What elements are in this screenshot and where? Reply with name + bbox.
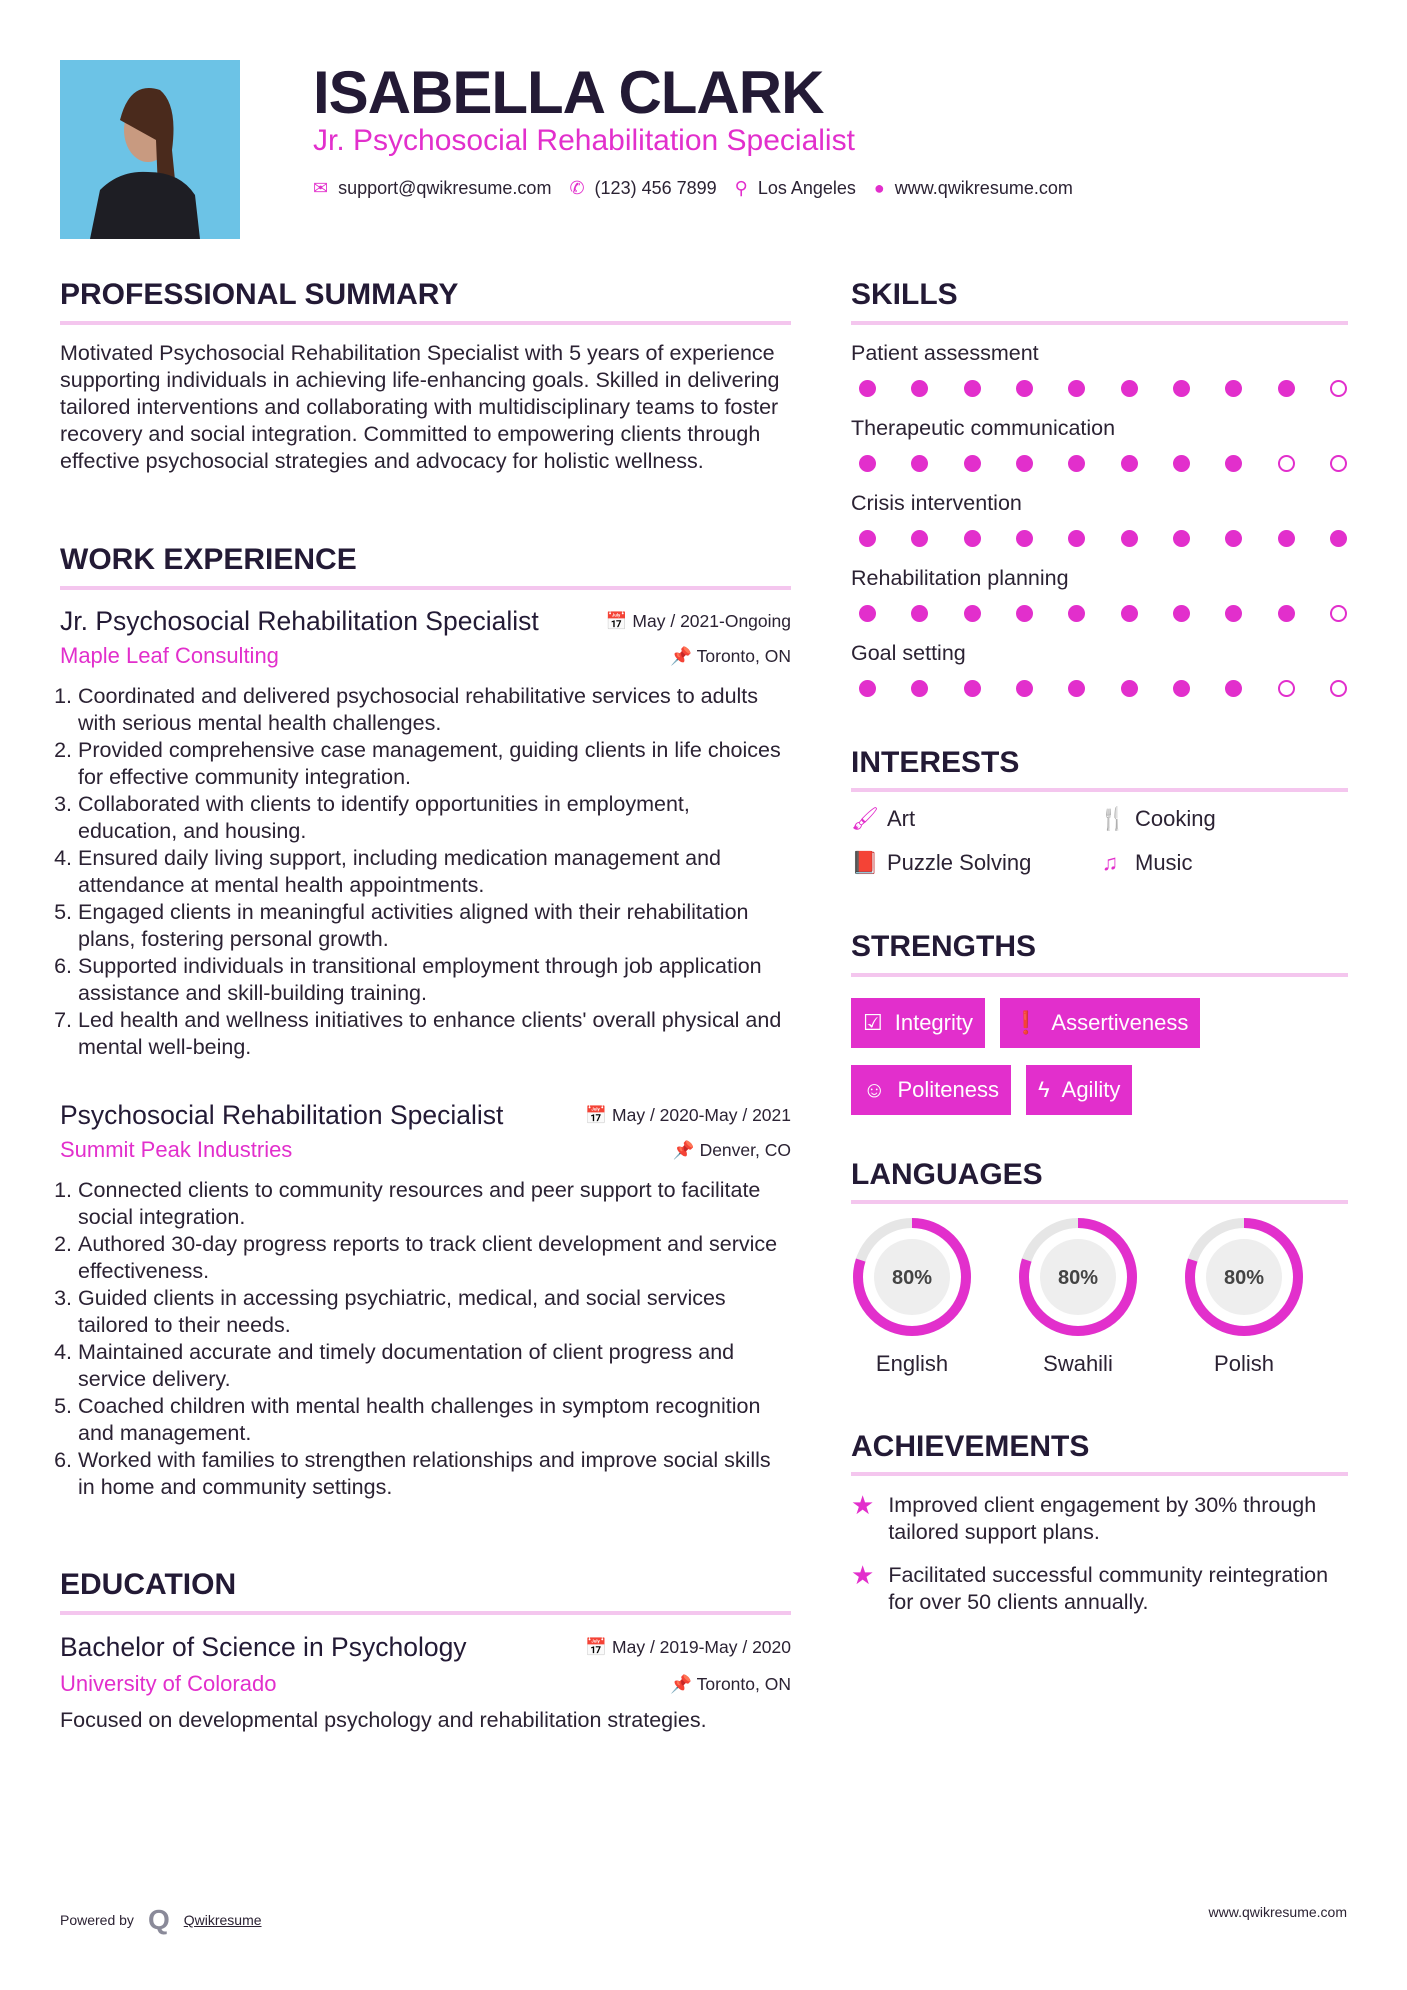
interest-label: Puzzle Solving: [887, 850, 1032, 875]
rating-dot-filled: [1068, 455, 1085, 472]
rating-dot-filled: [1121, 530, 1138, 547]
bolt-icon: ϟ: [1037, 1077, 1050, 1102]
strength-chip: [1000, 998, 1200, 1048]
rating-dot-filled: [859, 605, 876, 622]
job-location: [670, 646, 791, 667]
rating-dot-filled: [1173, 680, 1190, 697]
interests-heading: INTERESTS: [851, 746, 1020, 779]
skill-rating: [859, 605, 1347, 622]
candidate-title: Jr. Psychosocial Rehabilitation Specialist: [313, 124, 855, 157]
education-description: Focused on developmental psychology and rehabilitation strategies.: [60, 1708, 707, 1732]
skills-list: [851, 341, 1348, 716]
strength-label: Agility: [1061, 1077, 1121, 1102]
divider: [60, 1611, 791, 1615]
job-title: Psychosocial Rehabilitation Specialist: [60, 1100, 504, 1130]
skill-rating: [859, 380, 1347, 397]
achievements-list: [851, 1492, 1348, 1616]
strength-chip: [851, 1065, 1011, 1115]
education-heading: EDUCATION: [60, 1568, 237, 1601]
qwikresume-logo-icon: Q: [147, 1904, 170, 1935]
language-ring: [1183, 1216, 1305, 1338]
calendar-icon: 📅: [605, 611, 633, 631]
check-square-icon: ☑: [863, 1010, 883, 1035]
job-dates: [606, 611, 791, 632]
language-percent: 80%: [891, 1267, 933, 1289]
bullet: 5. Coached children with mental health challenges in symptom recognition and management.: [78, 1393, 791, 1447]
pin-icon: 📌: [670, 645, 697, 666]
bullet: 3. Guided clients in accessing psychiatric, medical, and social services tailored to their needs.: [78, 1285, 791, 1339]
rating-dot-filled: [859, 380, 876, 397]
achievement-text: Facilitated successful community reintegration for over 50 clients annually.: [888, 1563, 1329, 1614]
shooting-star-icon: ★: [851, 1560, 875, 1590]
bullet: 3. Collaborated with clients to identify opportunities in employment, education, and housing.: [78, 791, 791, 845]
interest-label: Art: [887, 806, 916, 831]
rating-dot-filled: [1225, 605, 1242, 622]
rating-dot-filled: [859, 530, 876, 547]
rating-dot-filled: [1068, 530, 1085, 547]
phone-icon: ✆: [569, 178, 585, 198]
location-text: Los Angeles: [757, 178, 856, 198]
interest-item: [851, 850, 1099, 876]
rating-dot-filled: [1225, 680, 1242, 697]
skill-name: Goal setting: [851, 641, 966, 665]
rating-dot-empty: [1278, 455, 1295, 472]
bullet: 6. Supported individuals in transitional employment through job application assistance and skill-building training.: [78, 953, 791, 1007]
skill-item: [851, 641, 1348, 716]
candidate-name: ISABELLA CLARK: [313, 59, 824, 126]
strengths-heading: STRENGTHS: [851, 930, 1037, 963]
skill-rating: [859, 680, 1347, 697]
achievements-heading: ACHIEVEMENTS: [851, 1430, 1090, 1463]
interests-list: [851, 806, 1348, 876]
rating-dot-filled: [1173, 605, 1190, 622]
strengths-list: [851, 998, 1348, 1115]
calendar-icon: 📅: [585, 1637, 613, 1657]
rating-dot-filled: [1016, 530, 1033, 547]
achievement-item: [851, 1492, 1348, 1546]
rating-dot-filled: [1121, 455, 1138, 472]
rating-dot-filled: [964, 530, 981, 547]
rating-dot-filled: [1225, 455, 1242, 472]
rating-dot-filled: [1278, 530, 1295, 547]
rating-dot-filled: [1068, 380, 1085, 397]
language-percent: 80%: [1057, 1267, 1099, 1289]
strength-label: Politeness: [897, 1077, 999, 1102]
website-link[interactable]: www.qwikresume.com: [894, 178, 1073, 198]
rating-dot-empty: [1330, 380, 1347, 397]
paintbrush-icon: 🖌: [851, 806, 879, 831]
skill-name: Rehabilitation planning: [851, 566, 1069, 590]
summary-heading: PROFESSIONAL SUMMARY: [60, 278, 459, 311]
strength-chip: [1026, 1065, 1132, 1115]
achievement-text: Improved client engagement by 30% through tailored support plans.: [888, 1493, 1317, 1544]
phone-text: (123) 456 7899: [594, 178, 717, 198]
skill-item: [851, 491, 1348, 566]
rating-dot-filled: [911, 680, 928, 697]
rating-dot-filled: [1121, 680, 1138, 697]
interest-item: [851, 806, 1099, 832]
bullet: 5. Engaged clients in meaningful activities aligned with their rehabilitation plans, fostering personal growth.: [78, 899, 791, 953]
rating-dot-filled: [859, 680, 876, 697]
rating-dot-filled: [1173, 380, 1190, 397]
divider: [851, 321, 1348, 325]
degree: Bachelor of Science in Psychology: [60, 1632, 467, 1662]
rating-dot-filled: [911, 455, 928, 472]
rating-dot-filled: [1225, 530, 1242, 547]
brand-link[interactable]: Qwikresume: [183, 1912, 262, 1928]
divider: [60, 586, 791, 590]
calendar-icon: 📅: [585, 1105, 613, 1125]
interest-label: Music: [1135, 850, 1193, 875]
job-location-text: Toronto, ON: [696, 645, 791, 666]
strength-label: Assertiveness: [1051, 1010, 1189, 1035]
job-dates-text: May / 2020-May / 2021: [612, 1105, 791, 1125]
bullet: 4. Maintained accurate and timely documentation of client progress and service delivery.: [78, 1339, 791, 1393]
job-location: [673, 1140, 791, 1161]
job-dates: [585, 1105, 791, 1126]
rating-dot-filled: [911, 530, 928, 547]
pin-icon: 📌: [672, 1139, 700, 1160]
rating-dot-filled: [1225, 380, 1242, 397]
rating-dot-filled: [911, 380, 928, 397]
skill-name: Patient assessment: [851, 341, 1039, 365]
language-ring: [851, 1216, 973, 1338]
company-name: Summit Peak Industries: [60, 1137, 293, 1162]
job-bullets: [60, 1177, 791, 1501]
rating-dot-filled: [964, 680, 981, 697]
experience-heading: WORK EXPERIENCE: [60, 543, 357, 576]
language-name: English: [875, 1351, 949, 1376]
contact-bar: [313, 178, 1073, 199]
profile-photo: [60, 60, 240, 239]
rating-dot-filled: [1121, 605, 1138, 622]
job-entry: [60, 606, 791, 1061]
envelope-icon: ✉: [313, 178, 329, 198]
rating-dot-filled: [1068, 680, 1085, 697]
company-name: Maple Leaf Consulting: [60, 643, 279, 668]
bullet: 1. Coordinated and delivered psychosocial rehabilitative services to adults with serious mental health challenges.: [78, 683, 791, 737]
language-name: Polish: [1214, 1351, 1274, 1376]
rating-dot-empty: [1330, 605, 1347, 622]
summary-text: Motivated Psychosocial Rehabilitation Specialist with 5 years of experience supporting individuals in achieving life-enhancing goals. Skilled in delivering tailored interventions and collaborating with multidisciplinary teams to foster recovery and social integration. Committed to empowering clients through effective psychosocial strategies and advocacy for holistic wellness.: [60, 341, 780, 473]
skill-rating: [859, 530, 1347, 547]
rating-dot-filled: [1016, 455, 1033, 472]
powered-by-text: Powered by: [60, 1912, 134, 1928]
rating-dot-filled: [1173, 530, 1190, 547]
language-percent: 80%: [1223, 1267, 1265, 1289]
rating-dot-filled: [1173, 455, 1190, 472]
skill-rating: [859, 455, 1347, 472]
bullet: 2. Provided comprehensive case management, guiding clients in life choices for effective community integration.: [78, 737, 791, 791]
interest-item: [1099, 806, 1347, 832]
globe-icon: ●: [873, 178, 885, 198]
book-icon: 📕: [851, 850, 879, 875]
skill-name: Crisis intervention: [851, 491, 1022, 515]
language-name: Swahili: [1043, 1351, 1113, 1376]
skill-item: [851, 416, 1348, 491]
job-location-text: Denver, CO: [699, 1139, 791, 1160]
bullet: 7. Led health and wellness initiatives to enhance clients' overall physical and mental well-being.: [78, 1007, 791, 1061]
rating-dot-filled: [1016, 380, 1033, 397]
rating-dot-filled: [859, 455, 876, 472]
education-dates-text: May / 2019-May / 2020: [612, 1637, 791, 1657]
rating-dot-filled: [1330, 530, 1347, 547]
job-dates-text: May / 2021-Ongoing: [632, 611, 791, 631]
rating-dot-filled: [1016, 680, 1033, 697]
rating-dot-filled: [964, 605, 981, 622]
languages-heading: LANGUAGES: [851, 1158, 1043, 1191]
exclamation-circle-icon: ❗: [1012, 1010, 1040, 1035]
rating-dot-empty: [1330, 455, 1347, 472]
rating-dot-filled: [1278, 605, 1295, 622]
education-entry: [60, 1632, 791, 1734]
achievement-item: [851, 1562, 1348, 1616]
rating-dot-filled: [964, 380, 981, 397]
interest-label: Cooking: [1135, 806, 1216, 831]
education-location: [670, 1674, 791, 1695]
bullet: 4. Ensured daily living support, including medication management and attendance at mental health appointments.: [78, 845, 791, 899]
education-location-text: Toronto, ON: [696, 1673, 791, 1694]
bullet: 1. Connected clients to community resources and peer support to facilitate social integration.: [78, 1177, 791, 1231]
bullet: 2. Authored 30-day progress reports to track client development and service effectiveness.: [78, 1231, 791, 1285]
divider: [60, 321, 791, 325]
rating-dot-filled: [964, 455, 981, 472]
map-pin-icon: ⚲: [734, 178, 748, 198]
rating-dot-filled: [1068, 605, 1085, 622]
divider: [851, 788, 1348, 792]
strength-chip: [851, 998, 985, 1048]
shooting-star-icon: ★: [851, 1490, 875, 1520]
skill-item: [851, 566, 1348, 641]
language-ring: [1017, 1216, 1139, 1338]
email-link[interactable]: support@qwikresume.com: [338, 178, 552, 198]
divider: [851, 1472, 1348, 1476]
languages-list: [851, 1216, 1348, 1377]
school-name: University of Colorado: [60, 1671, 277, 1696]
skill-name: Therapeutic communication: [851, 416, 1116, 440]
divider: [851, 1200, 1348, 1204]
language-item: [1183, 1216, 1305, 1377]
strength-label: Integrity: [894, 1010, 973, 1035]
pin-icon: 📌: [670, 1673, 697, 1694]
rating-dot-filled: [1121, 380, 1138, 397]
education-dates: [585, 1637, 791, 1658]
job-title: Jr. Psychosocial Rehabilitation Specialist: [60, 606, 539, 636]
language-item: [1017, 1216, 1139, 1377]
rating-dot-filled: [911, 605, 928, 622]
music-icon: ♫: [1101, 850, 1119, 875]
job-entry: [60, 1100, 791, 1501]
footer-powered: [60, 1904, 262, 1936]
interest-item: [1099, 850, 1347, 876]
language-item: [851, 1216, 973, 1377]
rating-dot-empty: [1330, 680, 1347, 697]
rating-dot-filled: [1278, 380, 1295, 397]
rating-dot-filled: [1016, 605, 1033, 622]
bullet: 6. Worked with families to strengthen relationships and improve social skills in home and community settings.: [78, 1447, 791, 1501]
utensils-icon: 🍴: [1099, 806, 1127, 831]
rating-dot-empty: [1278, 680, 1295, 697]
smile-icon: ☺: [863, 1077, 886, 1102]
divider: [851, 973, 1348, 977]
skills-heading: SKILLS: [851, 278, 958, 311]
footer-website[interactable]: www.qwikresume.com: [1208, 1904, 1347, 1920]
job-bullets: [60, 683, 791, 1061]
skill-item: [851, 341, 1348, 416]
